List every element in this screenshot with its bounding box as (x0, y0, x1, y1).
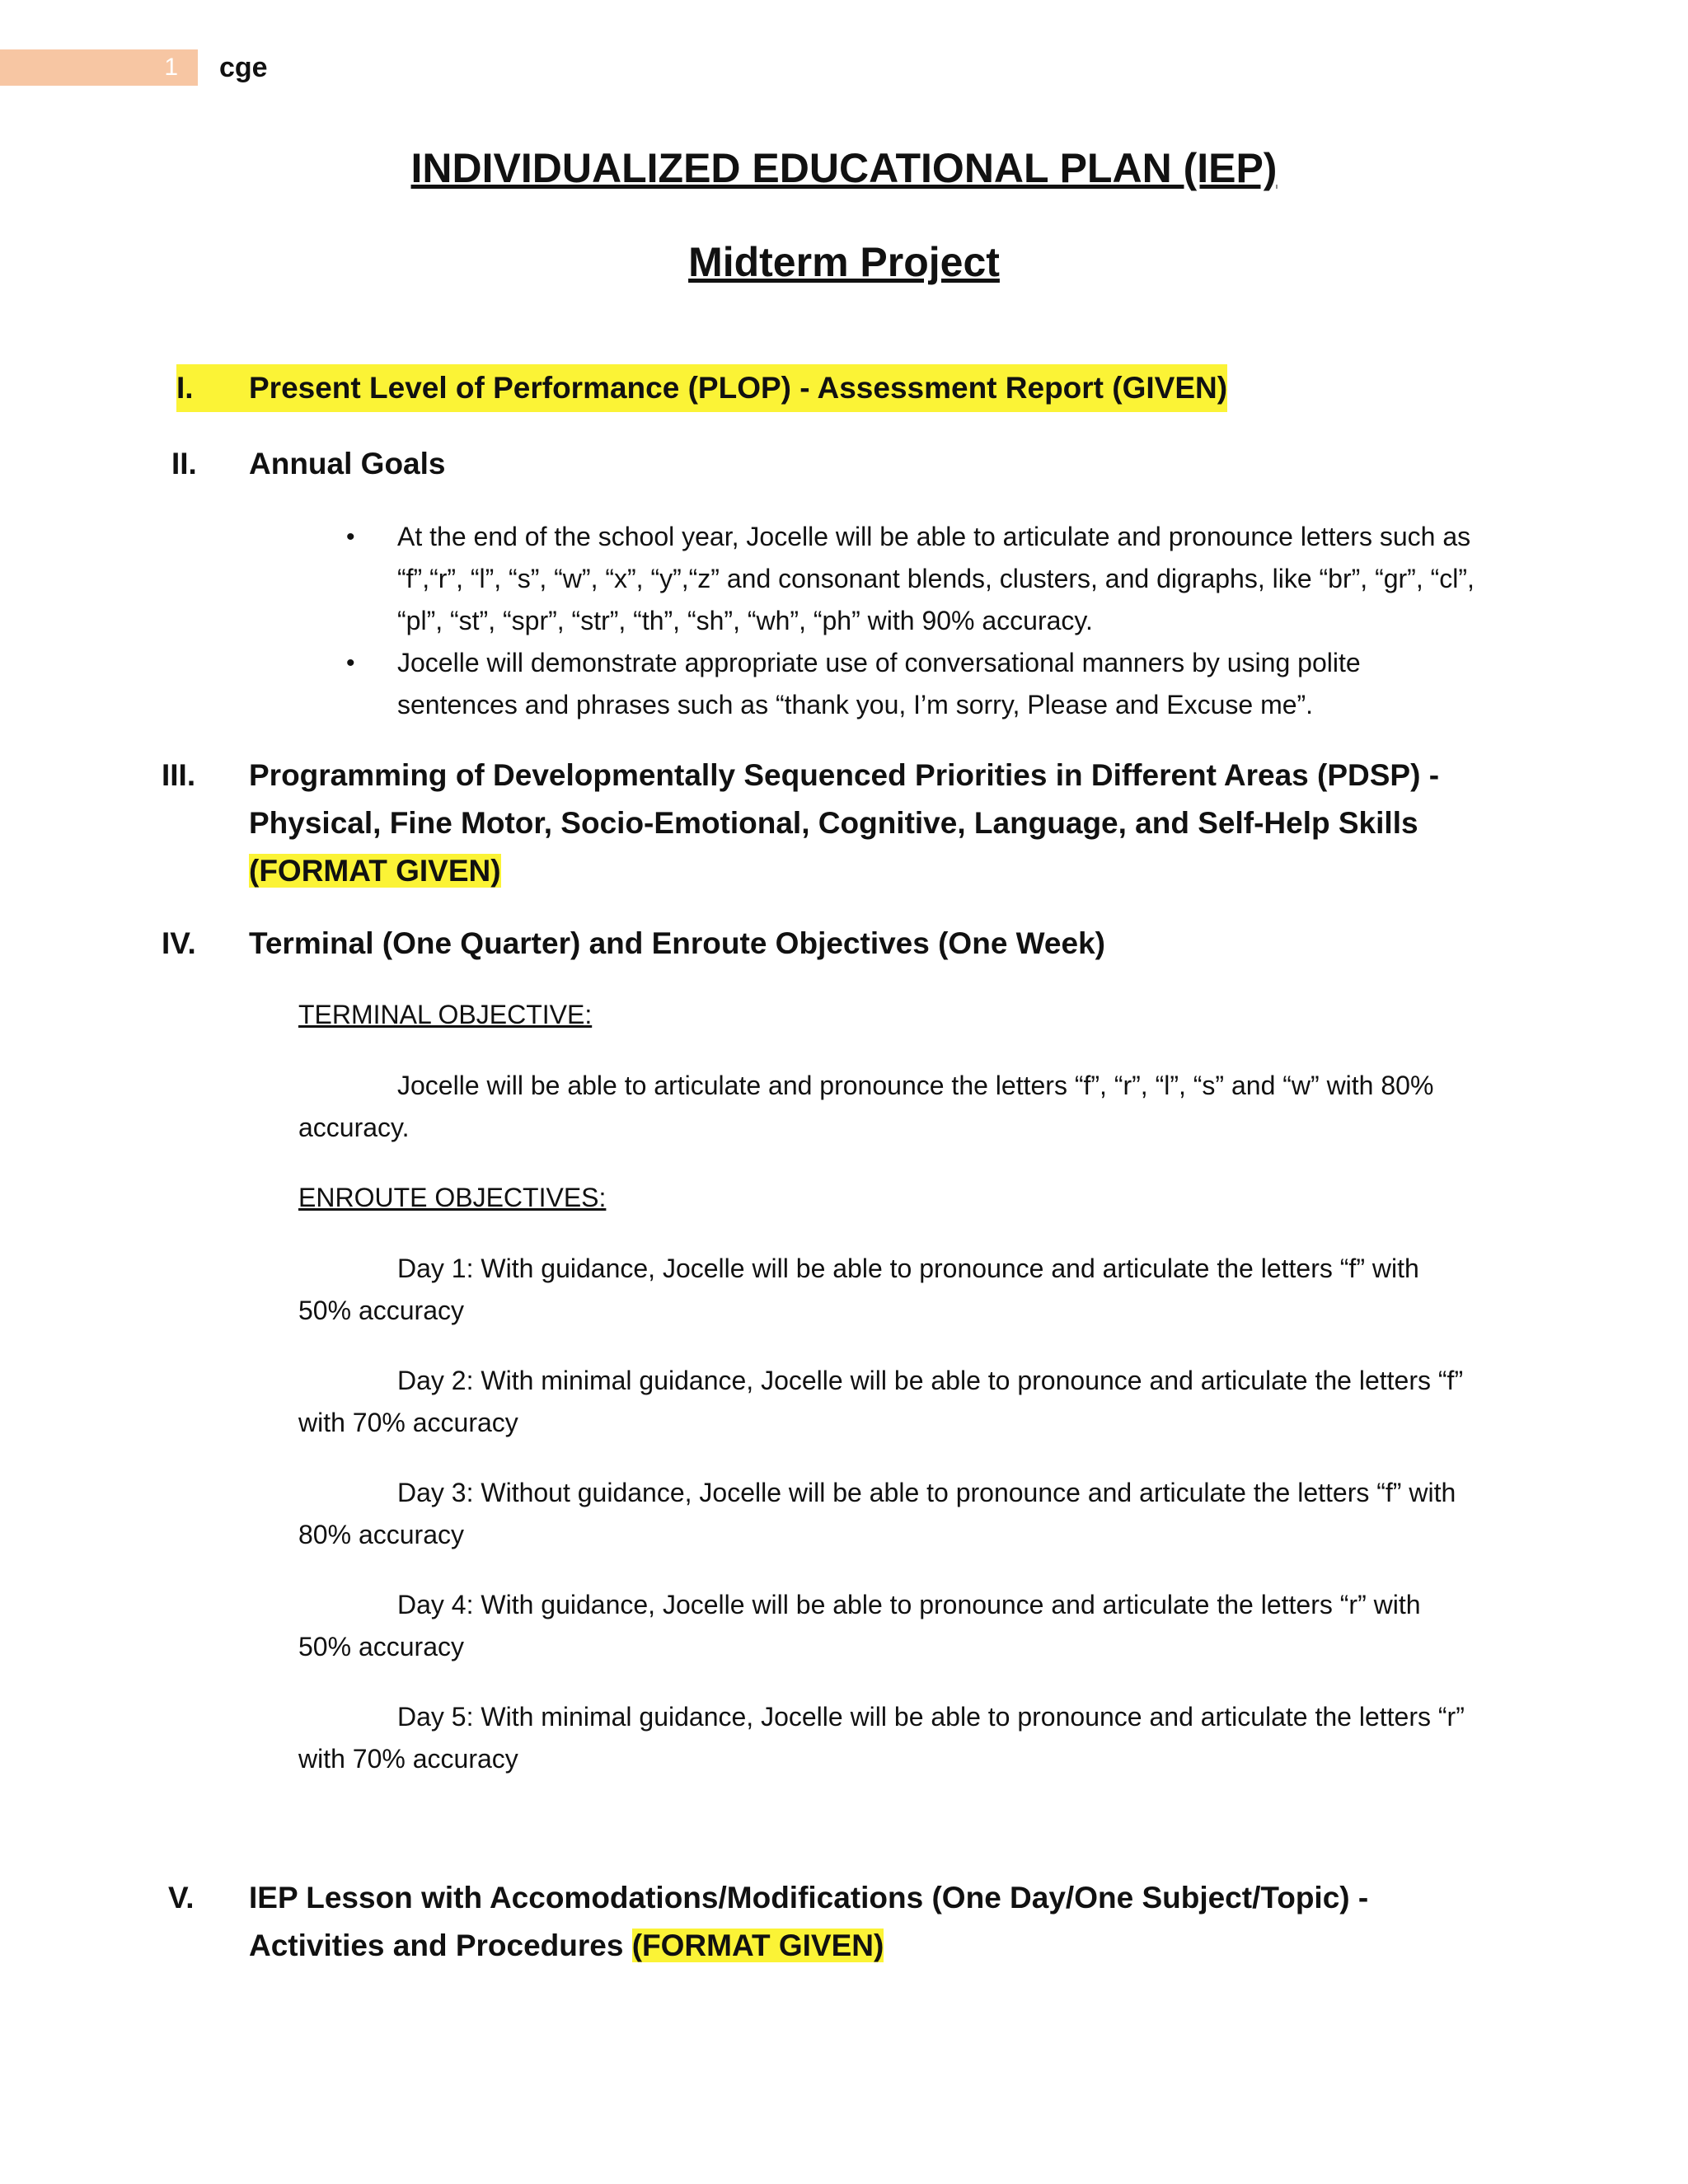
bullet-icon: • (346, 649, 355, 677)
header-label: cge (219, 52, 268, 83)
section-3-heading-line2: Physical, Fine Motor, Socio-Emotional, Cognitive, Language, and Self-Help Skills (249, 806, 1418, 840)
section-5-number: V. (168, 1881, 195, 1915)
section-4-heading: Terminal (One Quarter) and Enroute Objectives (One Week) (249, 926, 1105, 960)
section-1-number: I. (176, 364, 204, 412)
section-4-number: IV. (162, 926, 196, 960)
goal-item (346, 642, 1485, 726)
enroute-day-3: Day 3: Without guidance, Jocelle will be able to pronounce and articulate the letters “f” with 80% accuracy (298, 1478, 1456, 1549)
bullet-icon: • (346, 523, 355, 551)
format-given-badge: (FORMAT GIVEN) (631, 1929, 884, 1962)
section-3-heading (249, 752, 1650, 895)
document-subtitle: Midterm Project (688, 239, 1000, 285)
format-given-badge: (FORMAT GIVEN) (249, 854, 501, 888)
section-3-number: III. (162, 758, 196, 792)
section-1-number-highlight (198, 364, 249, 412)
section-3-heading-line1: Programming of Developmentally Sequenced Priorities in Different Areas (PDSP) - (249, 758, 1440, 792)
section-2-heading: Annual Goals (249, 447, 446, 480)
enroute-day-1: Day 1: With guidance, Jocelle will be able to pronounce and articulate the letters “f” with 50% accuracy (298, 1254, 1419, 1325)
goal-item (346, 516, 1485, 642)
enroute-day-5: Day 5: With minimal guidance, Jocelle will be able to pronounce and articulate the letters “r” with 70% accuracy (298, 1702, 1465, 1774)
goal-text: Jocelle will demonstrate appropriate use of conversational manners by using polite sentences and phrases such as “thank you, I’m sorry, Please and Excuse me”. (397, 648, 1361, 719)
section-5-heading-line2: Activities and Procedures (249, 1929, 632, 1962)
section-5-heading (249, 1874, 1650, 1970)
enroute-objectives-label: ENROUTE OBJECTIVES: (298, 1183, 607, 1212)
section-2-number: II. (171, 447, 197, 480)
terminal-objective-text: Jocelle will be able to articulate and pronounce the letters “f”, “r”, “l”, “s” and “w” with 80% accuracy. (298, 1071, 1434, 1142)
annual-goals-list (346, 516, 1485, 726)
document-title: INDIVIDUALIZED EDUCATIONAL PLAN (IEP) (410, 145, 1278, 191)
enroute-day-2: Day 2: With minimal guidance, Jocelle will be able to pronounce and articulate the letters “f” with 70% accuracy (298, 1366, 1464, 1437)
terminal-objective-label: TERMINAL OBJECTIVE: (298, 1000, 593, 1029)
enroute-day-4: Day 4: With guidance, Jocelle will be able to pronounce and articulate the letters “r” with 50% accuracy (298, 1590, 1421, 1661)
section-5-heading-line1: IEP Lesson with Accomodations/Modifications (One Day/One Subject/Topic) - (249, 1881, 1369, 1915)
page-number: 1 (0, 49, 198, 86)
goal-text: At the end of the school year, Jocelle will be able to articulate and pronounce letters such as “f”,“r”, “l”, “s”, “w”, “x”, “y”,“z” and consonant blends, clusters, and digraphs, like “br”, “gr”, “cl”, “pl”, “st”, “spr”, “str”, “th”, “sh”, “wh”, “ph” with 90% accuracy. (397, 522, 1475, 635)
section-1-heading: Present Level of Performance (PLOP) - Assessment Report (GIVEN) (249, 364, 1227, 412)
